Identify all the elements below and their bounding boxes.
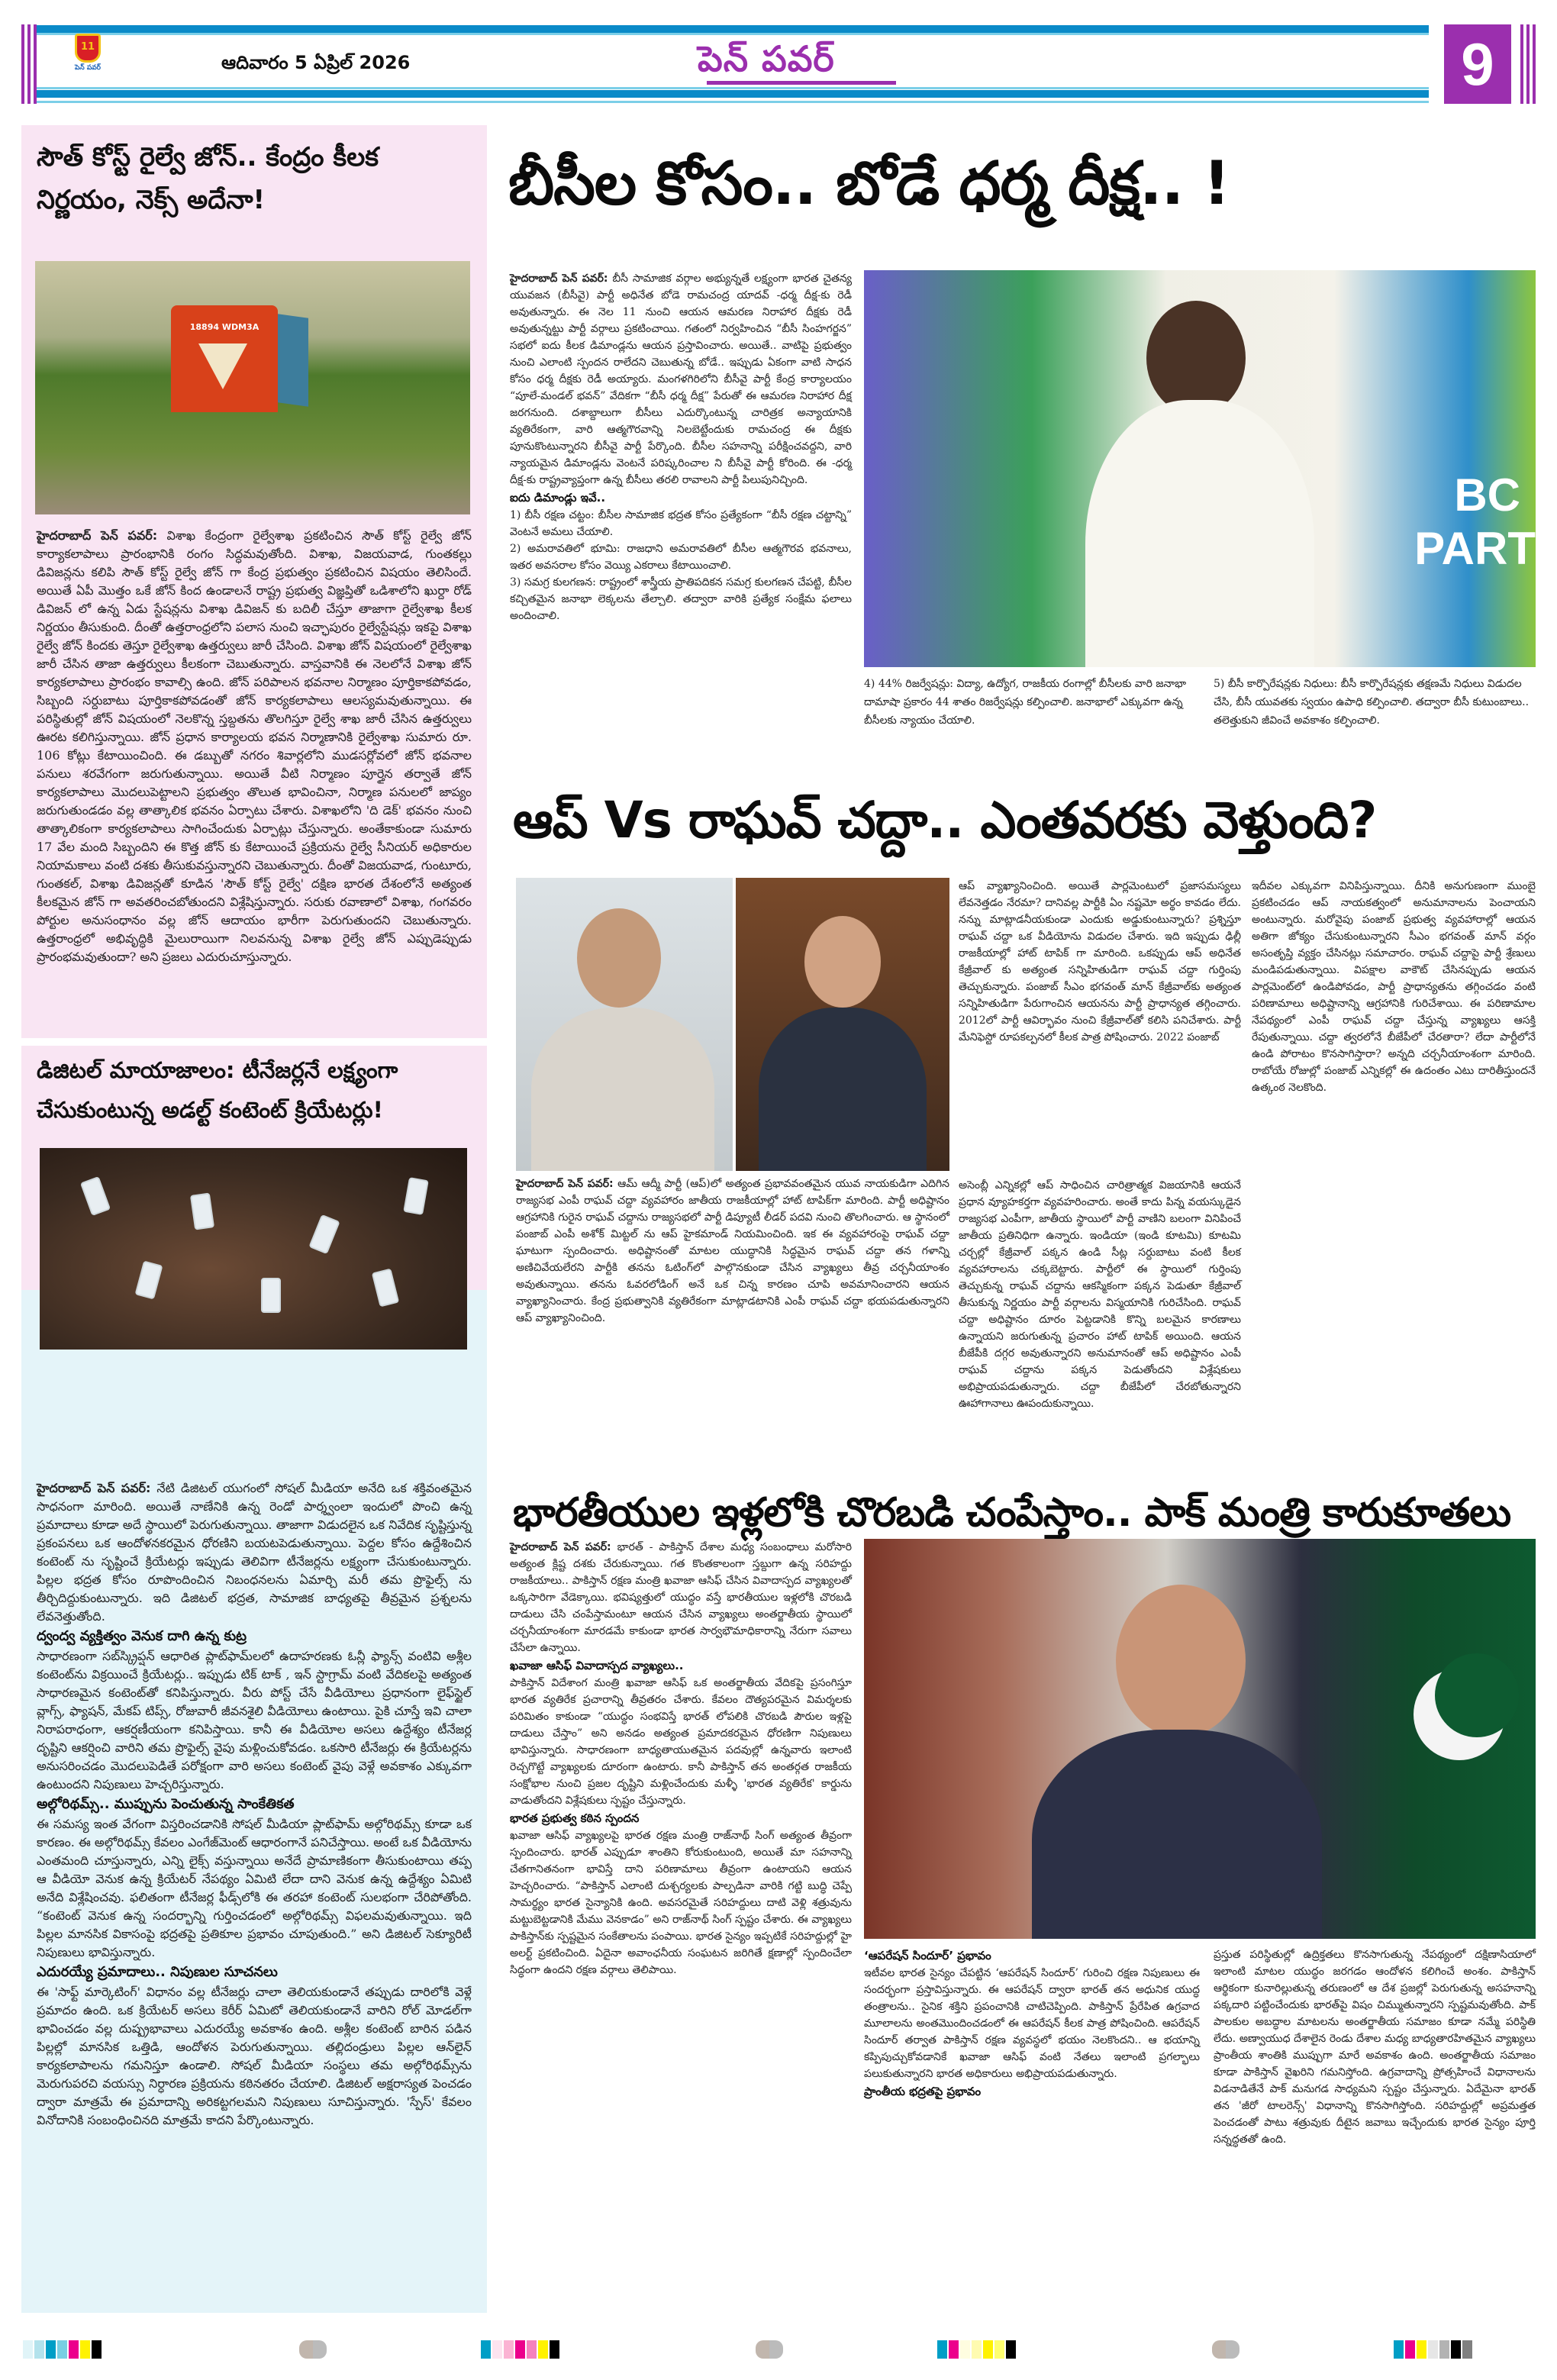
- phone-shape: [190, 1192, 214, 1230]
- demand-item: 4) 44% రిజర్వేషన్లు: విద్యా, ఉద్యోగ, రాజకీయ రంగాల్లో బీసీలకు వారి జనాభా దామాషా ప్రకారం 44 శాతం రిజర్వేషన్లు కల్పించాలి. జనాభాలో ఎక్కువగా ఉన్న బీసీలకు న్యాయం చేయాలి.: [864, 678, 1187, 727]
- person-head-shape: [1116, 1585, 1246, 1737]
- phone-shape: [403, 1177, 429, 1215]
- color-swatch: [1428, 2340, 1438, 2359]
- story-bc-body: [510, 270, 852, 624]
- section-heading: ప్రాంతీయ భద్రతపై ప్రభావం: [864, 2085, 982, 2098]
- left-column: [21, 125, 487, 2313]
- story-aap-col1: [516, 1175, 949, 1327]
- story-railway-zone: [21, 125, 487, 1038]
- color-swatch: [46, 2340, 56, 2359]
- phone-shape: [134, 1260, 163, 1299]
- section-text: ఇటీవల భారత సైన్యం చేపట్టిన ‘ఆపరేషన్ సిందూర్’ గురించి రక్షణ నిపుణులు ఈ సందర్భంగా ప్రస్తావిస్తున్నారు. ఈ ఆపరేషన్ ద్వారా భారత్ తన అధునిక యుద్ధ తంత్రాలను.. సైనిక శక్తిని ప్రపంచానికి చాటిచెప్పింది. పాకిస్తాన్ ప్రేరేపిత ఉగ్రవాద మూలాలను అంతమొందించడంలో ఈ ఆపరేషన్ కీలక పాత్ర పోషించింది. ఆపరేషన్ సిందూర్ తర్వాత పాకిస్తాన్ రక్షణ వ్యవస్థలో భయం నెలకొందని.. ఆ భయాన్ని కప్పిపుచ్చుకోవడానికే ఖవాజా ఆసిఫ్ వంటి నేతలు ఇలాంటి ప్రగల్భాలు పలుకుతున్నారని భారత అధికారులు అభిప్రాయపడుతున్నారు.: [864, 1967, 1200, 2080]
- person-body-shape: [531, 1008, 714, 1171]
- story-body: [37, 527, 472, 966]
- dateline: హైదరాబాద్ పెన్ పవర్:: [37, 1481, 151, 1495]
- masthead-band-top: [37, 25, 1429, 33]
- person-head-shape: [1146, 301, 1246, 415]
- color-swatch: [23, 2340, 33, 2359]
- story-aap-col3: ఆప్ వ్యాఖ్యానించింది. అయితే పార్లమెంటులో ప్రజాసమస్యలు లేవనెత్తడం నేరమా? దానివల్ల పార్టీకి ఏం నష్టమో అర్థం కావడం లేదు. నన్ను మాట్లాడనీయకుండా ఎందుకు అడ్డుకుంటున్నారు? ప్రశ్నిస్తూ రాఘవ్ చద్దా ఒక వీడియోను విడుదల చేశారు. ఇది ఇప్పుడు ఢిల్లీ రాజకీయాల్లో హాట్ టాపిక్ గా మారింది. ఒకప్పుడు ఆప్ అధినేత కేజ్రీవాల్ కు అత్యంత సన్నిహితుడిగా రాఘవ్ చద్దా గుర్తింపు తెచ్చుకున్నారు. పంజాబ్ సీఎం భగవంత్ మాన్ కేజ్రీవాల్‌కు అత్యంత సన్నిహితుడిగా పేరుగాంచిన ఆయనను పార్టీ ప్రాధాన్యత తగ్గించారు. 2012లో పార్టీ ఆవిర్భావం నుంచి కేజ్రీవాల్‌తో కలిసి పనిచేశారు. పార్టీ మేనిఫెస్టో రూపకల్పనలో కీలక పాత్ర పోషించారు. 2022 పంజాబ్: [959, 880, 1241, 1043]
- story-headline-bc[interactable]: బీసీల కోసం.. బోడే ధర్మ దీక్ష.. !: [508, 150, 1230, 218]
- color-swatch: [92, 2340, 102, 2359]
- dateline: హైదరాబాద్ పెన్ పవర్:: [510, 1541, 611, 1553]
- logo-text: పెన్ పవర్: [75, 64, 101, 72]
- color-swatch: [1439, 2340, 1449, 2359]
- color-swatch: [550, 2340, 559, 2359]
- story-intro: భారత్ - పాకిస్తాన్ దేశాల మధ్య సంబంధాలు మరోసారి అత్యంత క్లిష్ట దశకు చేరుకున్నాయి. గత కొంతకాలంగా స్తబ్దుగా ఉన్న సరిహద్దు రాజకీయాలు.. పాకిస్తాన్ రక్షణ మంత్రి ఖవాజా ఆసిఫ్ చేసిన వివాదాస్పద వ్యాఖ్యలతో ఒక్కసారిగా వేడెక్కాయి. భవిష్యత్తులో యుద్ధం వస్తే భారతీయుల ఇళ్లలోకి చొరబడి దాడులు చేసి చంపేస్తామంటూ ఆయన చేసిన వ్యాఖ్యలు అంతర్జాతీయ స్థాయిలో చర్చనీయాంశంగా మారడమే కాకుండా భారత సార్వభౌమాధికారాన్ని నేరుగా సవాలు చేసేలా ఉన్నాయి.: [510, 1541, 853, 1654]
- color-registration-strip: [1394, 2340, 1474, 2359]
- paper-name: పెన్ పవర్: [698, 38, 835, 79]
- masthead-band-top-thin: [37, 33, 1429, 35]
- section-text: ఖవాజా ఆసిఫ్ వ్యాఖ్యలపై భారత రక్షణ మంత్రి రాజ్‌నాథ్ సింగ్ అత్యంత తీవ్రంగా స్పందించారు. భారత్ ఎప్పుడూ శాంతిని కోరుకుంటుంది, అయితే మా సహనాన్ని చేతగానితనంగా భావిస్తే దాని పరిణామాలు తీవ్రంగా ఉంటాయని ఆయన హెచ్చరించారు. “పాకిస్తాన్ ఎలాంటి దుశ్చర్యలకు పాల్పడినా వారికి గట్టి బుద్ధి చెప్పే సామర్థ్యం భారత సైన్యానికి ఉంది. అవసరమైతే సరిహద్దులు దాటి వెళ్లి శత్రువును మట్టుబెట్టడానికి మేము వెనకాడం” అని రాజ్‌నాథ్ సింగ్ స్పష్టం చేశారు. ఈ వ్యాఖ్యలు పాకిస్తాన్‌కు స్పష్టమైన సంకేతాలను పంపాయి. భారత సైన్యం ఇప్పటికే సరిహద్దుల్లో హై అలర్ట్ ప్రకటించింది. ఏదైనా అవాంఛనీయ సంఘటన జరిగితే క్షణాల్లో స్పందించేలా సిద్ధంగా ఉందని రక్షణ వర్గాలు తెలిపాయి.: [510, 1830, 853, 1976]
- color-swatch: [515, 2340, 525, 2359]
- section-heading: ఖవాజా ఆసిఫ్ వివాదాస్పద వ్యాఖ్యలు..: [510, 1659, 684, 1672]
- masthead-band-bottom-thin: [37, 101, 1429, 103]
- masthead-rule: [1520, 24, 1523, 104]
- masthead-band-bottom: [37, 90, 1429, 98]
- logo-shield-icon: 11: [75, 34, 101, 63]
- hands-holding-smartphones-photo: [40, 1148, 467, 1350]
- raghav-chadha-photo: [736, 878, 949, 1171]
- color-swatch: [34, 2340, 44, 2359]
- section-heading: ఎదురయ్యే ప్రమాదాలు.. నిపుణుల సూచనలు: [37, 1964, 278, 1980]
- color-swatch: [949, 2340, 959, 2359]
- registration-mark: [756, 2340, 783, 2359]
- registration-mark: [299, 2340, 327, 2359]
- dateline: హైదరాబాద్ పెన్ పవర్:: [510, 273, 608, 285]
- masthead-rule: [1526, 24, 1530, 104]
- section-text: సాధారణంగా సబ్‌స్క్రిప్షన్ ఆధారిత ప్లాట్‌ఫామ్‌లలో ఉదాహరణకు ఓన్లీ ఫ్యాన్స్ వంటివి అశ్లీల కంటెంట్‌ను విక్రయించే క్రియేటర్లు.. ఇప్పుడు టిక్ టాక్ , ఇన్ స్టాగ్రామ్ వంటి వేదికలపై అత్యంత సాధారణమైన కంటెంట్‌తో కనిపిస్తున్నారు. వీరు పోస్ట్ చేసే వీడియోలు ప్రధానంగా లైఫ్‌స్టైల్ వ్లాగ్స్, ఫ్యాషన్, మేకప్ టిప్స్, రోజువారీ జీవనశైలి వీడియోలు ఉంటాయి. పైకి చూస్తే ఇవి చాలా నిరాపరాధంగా, ఆకర్షణీయంగా కనిపిస్తాయి. కానీ ఈ వీడియోల అసలు ఉద్దేశ్యం టీనేజర్ల దృష్టిని ఆకర్షించి వారిని తమ ప్రొఫైల్స్ వైపు మళ్లించుకోవడం. ఒకసారి టీనేజర్లు ఈ క్రియేటర్లను అనుసరించడం మొదలుపెడితే పరోక్షంగా వారి అసలు కంటెంట్ వైపు వెళ్లే అవకాశం ఎక్కువగా ఉంటుందని నిపుణులు హెచ్చరిస్తున్నారు.: [37, 1649, 472, 1791]
- demands-heading: ఐదు డిమాండ్లు ఇవే..: [510, 491, 606, 505]
- paper-name-underline: [707, 81, 896, 85]
- person-body-shape: [1085, 400, 1314, 667]
- section-heading: భారత ప్రభుత్వ కఠిన స్పందన: [510, 1811, 640, 1825]
- section-heading: అల్గోరిథమ్స్.. ముప్పును పెంచుతున్న సాంకేతికత: [37, 1796, 295, 1812]
- section-text: ఈ 'సాఫ్ట్ మార్కెటింగ్' విధానం వల్ల టీనేజర్లు చాలా తెలియకుండానే తప్పుడు దారిలోకి వెళ్లే ప్రమాదం ఉంది. ఒక క్రియేటర్ అసలు కెరీర్ ఏమిటో తెలియకుండానే వారిని రోల్ మోడల్‌గా భావించడం వల్ల దుష్ప్రభావాలు ఎదురయ్యే అవకాశం ఉంది. అశ్లీల కంటెంట్ బారిన పడిన పిల్లల్లో మానసిక ఒత్తిడి, ఆందోళన పెరుగుతున్నాయి. తల్లిదండ్రులు పిల్లల ఆన్‌లైన్ కార్యకలాపాలను గమనిస్తూ ఉండాలి. సోషల్ మీడియా సంస్థలు తమ అల్గోరిథమ్స్‌ను మెరుగుపరచి వయస్సు నిర్ధారణ ప్రక్రియను కఠినతరం చేయాలి. డిజిటల్ అక్షరాస్యత పెంచడం ద్వారా మాత్రమే ఈ ప్రమాదాన్ని అరికట్టగలమని నిపుణులు సూచిస్తున్నారు. 'స్పేస్' కేవలం వినోదానికి సంబంధించినది మాత్రమే కాదని పేర్కొంటున్నారు.: [37, 1985, 472, 2127]
- section-heading: ద్వంద్వ వ్యక్తిత్వం వెనుక దాగి ఉన్న కుట్ర: [37, 1628, 247, 1644]
- story-headline-aap[interactable]: ఆప్ Vs రాఘవ్ చద్దా.. ఎంతవరకు వెళ్తుంది?: [513, 791, 1377, 850]
- dateline: హైదరాబాద్ పెన్ పవర్:: [516, 1178, 614, 1190]
- color-registration-strip: [481, 2340, 561, 2359]
- khawaja-asif-photo: [864, 1539, 1536, 1939]
- demand-item: 5) బీసీ కార్పొరేషన్లకు నిధులు: బీసీ కార్పొరేషన్లకు తక్షణమే నిధులు విడుదల చేసి, బీసీ యువతకు స్వయం ఉపాధి కల్పించాలి. తద్వారా బీసీ కుటుంబాలు.. తలెత్తుకుని జీవించే అవకాశం కల్పించాలి.: [1214, 678, 1530, 727]
- train-coach-shape: [278, 314, 308, 407]
- phone-shape: [372, 1269, 399, 1308]
- masthead-rule: [21, 24, 24, 104]
- crescent-flag-cutout: [1435, 1653, 1519, 1737]
- masthead-rule: [27, 24, 31, 104]
- color-swatch: [983, 2340, 993, 2359]
- paper-logo: [69, 34, 107, 84]
- color-swatch: [1394, 2340, 1404, 2359]
- story-headline[interactable]: డిజిటల్ మాయాజాలం: టీనేజర్లనే లక్ష్యంగా చేసుకుంటున్న అడల్ట్ కంటెంట్ క్రియేటర్లు!: [37, 1057, 398, 1123]
- color-swatch: [960, 2340, 970, 2359]
- section-text: ఈ సమస్య ఇంత వేగంగా విస్తరించడానికి సోషల్ మీడియా ప్లాట్‌ఫామ్ అల్గోరిథమ్స్ కూడా ఒక కారణం. ఈ అల్గోరిథమ్స్ కేవలం ఎంగేజ్‌మెంట్ ఆధారంగానే పనిచేస్తాయి. అంటే ఒక వీడియోను ఎంతమంది చూస్తున్నారు, ఎన్ని లైక్స్ వస్తున్నాయి అనేదే ప్రామాణికంగా తీసుకుంటాయి తప్ప ఆ వీడియో వెనుక ఉన్న క్రియేటర్ నేపథ్యం ఏమిటి లేదా దాని వెనుక ఉన్న ఉద్దేశ్యం ఏమిటి అనేది విశ్లేషించవు. ఫలితంగా టీనేజర్ల ఫీడ్స్‌లోకి ఈ తరహా కంటెంట్ సులభంగా చేరిపోతోంది. “కంటెంట్ వెనుక ఉన్న సందర్భాన్ని గుర్తించడంలో అల్గోరిథమ్స్ విఫలమవుతున్నాయి. ఇది పిల్లల మానసిక వికాసంపై భద్రతపై ప్రతికూల ప్రభావం చూపుతుంది.” అని డిజిటల్ సెక్యూరిటీ నిపుణులు భావిస్తున్నారు.: [37, 1817, 472, 1959]
- color-swatch: [994, 2340, 1004, 2359]
- page-number: 9: [1444, 24, 1511, 104]
- color-swatch: [1006, 2340, 1016, 2359]
- masthead-rule: [1533, 24, 1536, 104]
- banner-text: PART: [1414, 523, 1536, 574]
- bcy-party-leader-photo: [864, 270, 1536, 667]
- story-headline[interactable]: సౌత్ కోస్ట్ రైల్వే జోన్.. కేంద్రం కీలక నిర్ణయం, నెక్స్ అదేనా!: [37, 142, 379, 215]
- color-swatch: [1451, 2340, 1461, 2359]
- color-swatch: [80, 2340, 90, 2359]
- story-aap-col4: ఇదీవల ఎక్కువగా వినిపిస్తున్నాయి. దీనికి అనుగుణంగా ముంబై ప్రకటించడం ఆప్ నాయకత్వంలో అనుమానాలను పెంచాయని అంటున్నారు. మరోవైపు పంజాబ్ ప్రభుత్వ వ్యవహారాల్లో ఆయన అతిగా జోక్యం చేసుకుంటున్నారని సీఎం భగవంత్ మాన్ వర్గం అసంతృప్తి వ్యక్తం చేసినట్లు సమాచారం. రాఘవ్ చద్దాపై పార్టీ శ్రేణులు మండిపడుతున్నాయి. విపక్షాల వాకౌట్ చేసినప్పుడు ఆయన పార్లమెంట్‌లో ఉండిపోవడం, పార్టీ ప్రాధాన్యతను తగ్గించడం వంటి పరిణామాలు అధిష్టానాన్ని ఆగ్రహానికి గురిచేశాయి. ఈ పరిణామాల నేపథ్యంలో ఎంపీ రాఘవ్ చద్దా చేస్తున్న వ్యాఖ్యలు ఆసక్తి రేపుతున్నాయి. చద్దా త్వరలోనే బీజేపీలో చేరతారా? లేదా పార్టీలోనే ఉండి పోరాటం కొనసాగిస్తారా? అన్నది చర్చనీయాంశంగా మారింది. రాబోయే రోజుల్లో పంజాబ్ ఎన్నికల్లో ఈ ఉదంతం ఎటు దారితీస్తుందనే ఉత్కంఠ నెలకొంది.: [1252, 880, 1536, 1094]
- color-swatch: [1405, 2340, 1415, 2359]
- demand-item: 3) సమగ్ర కులగణన: రాష్ట్రంలో శాస్త్రీయ ప్రాతిపదికన సమగ్ర కులగణన చేపట్టి, బీసీల కచ్చితమైన జనాభా లెక్కలను తేల్చాలి. తద్వారా వారికి ప్రత్యేక సంక్షేమ ఫలాలు అందించాలి.: [510, 576, 852, 622]
- banner-text: BC: [1454, 469, 1520, 521]
- color-swatch: [481, 2340, 491, 2359]
- phone-shape: [80, 1176, 111, 1216]
- color-swatch: [527, 2340, 537, 2359]
- dateline: హైదరాబాద్ పెన్ పవర్:: [37, 528, 158, 543]
- story-body: [37, 1479, 472, 2130]
- story-intro: నేటి డిజిటల్ యుగంలో సోషల్ మీడియా అనేది ఒక శక్తివంతమైన సాధనంగా మారింది. అయితే నాణేనికి ఉన్న రెండో పార్శ్వంలా ఇందులో పొంచి ఉన్న ప్రమాదాలు కూడా అదే స్థాయిలో పెరుగుతున్నాయి. తాజాగా విడుదలైన ఒక నివేదిక సృష్టిస్తున్న ప్రకంపనలు ఒక ఆందోళనకరమైన ధోరణిని బయటపెడుతున్నాయి. పెద్దల కోసం ఉద్దేశించిన కంటెంట్ ను సృష్టించే క్రియేటర్లు ఇప్పుడు తెలివిగా టీనేజర్లను లక్ష్యంగా చేసుకుంటున్నారు. పిల్లల భద్రత కోసం రూపొందించిన నిబంధనలను ఏమార్చి మరీ తమ ప్రొఫైల్స్ ను తీర్చిదిద్దుకుంటున్నారు. ఇది డిజిటల్ భద్రత, సామాజిక బాధ్యతపై తీవ్రమైన ప్రశ్నలను లేవనెత్తుతోంది.: [37, 1481, 472, 1624]
- color-swatch: [1462, 2340, 1472, 2359]
- story-headline-pak[interactable]: భారతీయుల ఇళ్లలోకి చొరబడి చంపేస్తాం.. పాక్ మంత్రి కారుకూతలు: [513, 1490, 1511, 1536]
- demand-item: 1) బీసీ రక్షణ చట్టం: బీసీల సామాజిక భద్రత కోసం ప్రత్యేకంగా “బీసీ రక్షణ చట్టాన్ని” వెంటనే అమలు చేయాలి.: [510, 509, 852, 538]
- locomotive-number: 18894 WDM3A: [189, 322, 260, 332]
- color-registration-strip: [937, 2340, 1017, 2359]
- story-digital-body: [21, 1290, 487, 2313]
- color-swatch: [57, 2340, 67, 2359]
- story-body-text: బీసీ సామాజిక వర్గాల అభ్యున్నతే లక్ష్యంగా భారత చైతన్య యువజన (బీసీవై) పార్టీ అధినేత బోడె రామచంద్ర యాదవ్ -ధర్మ దీక్ష-కు రెడీ అవుతున్నారు. ఈ నెల 11 నుంచి ఆయన ఆమరణ నిరాహార దీక్షకు రెడీ అవుతున్నట్టు పార్టీ వర్గాలు ప్రకటించాయి. గతంలో నిర్వహించిన “బీసీ సింహగర్జన” సభలో ఐదు కీలక డిమాండ్లను ఆయన ప్రస్తావించారు. అయితే.. వాటిపై ప్రభుత్వం నుంచి ఎలాంటి స్పందన రాలేదని చెబుతున్న బోడే.. ఇప్పుడు ఏకంగా వాటి సాధన కోసం ధర్మ దీక్షకు రెడీ అయ్యారు. మంగళగిరిలోని బీసీవై పార్టీ కేంద్ర కార్యాలయం “పూలే-మండల్ భవన్” వేదికగా “బీసీ ధర్మ దీక్ష” పేరుతో ఈ ఆమరణ నిరాహార దీక్ష జరగనుంది. దశాబ్దాలుగా బీసీలు ఎదుర్కొంటున్న చారిత్రక అన్యాయానికి వ్యతిరేకంగా, వారి ఆత్మగౌరవాన్ని నిలబెట్టేందుకు రామచంద్ర ఈ దీక్షకు పూనుకొంటున్నారని బీసీవై పార్టీ పేర్కొంది. బీసీల సహనాన్ని పరీక్షించవద్దని, వారి న్యాయమైన డిమాండ్లను వెంటనే పరిష్కరించాల ని బీసీవై పార్టీ కోరింది. ఈ -ధర్మ దీక్ష-కు రాష్ట్రవ్యాప్తంగా ఉన్న బీసీలు తరలి రావాలని పార్టీ పిలుపునిచ్చింది.: [510, 273, 852, 486]
- color-swatch: [538, 2340, 548, 2359]
- section-text: పాకిస్తాన్ విదేశాంగ మంత్రి ఖవాజా ఆసిఫ్ ఒక అంతర్జాతీయ వేదికపై ప్రసంగిస్తూ భారత వ్యతిరేక ప్రచారాన్ని తీవ్రతరం చేశారు. కేవలం దౌత్యపరమైన విమర్శలకు పరిమితం కాకుండా “యుద్ధం సంభవిస్తే భారత్ లోపలికి చొరబడి పౌరుల ఇళ్లపై దాడులు చేస్తాం” అని అనడం అత్యంత ప్రమాదకరమైన ధోరణిగా నిపుణులు భావిస్తున్నారు. సాధారణంగా బాధ్యతాయుతమైన పదవుల్లో ఉన్నవారు ఇలాంటి రెచ్చగొట్టే వ్యాఖ్యలకు దూరంగా ఉంటారు. కానీ పాకిస్తాన్ తన అంతర్గత రాజకీయ సంక్షోభాల నుంచి ప్రజల దృష్టిని మళ్లించేందుకు మళ్ళీ 'భారత వ్యతిరేక' కార్డును వాడుతోందని విశ్లేషకులు స్పష్టం చేస్తున్నారు.: [510, 1677, 852, 1807]
- color-swatch: [69, 2340, 79, 2359]
- edition-date: ఆదివారం 5 ఏప్రిల్ 2026: [221, 52, 411, 73]
- person-head-shape: [804, 916, 881, 1008]
- person-head-shape: [577, 908, 661, 1008]
- arvind-kejriwal-photo: [516, 878, 733, 1171]
- story-pak-col1: [510, 1539, 852, 1978]
- demand-item: 2) అమరావతిలో భూమి: రాజధాని అమరావతిలో బీసీల ఆత్మగౌరవ భవనాలు, ఇతర అవసరాల కోసం వెయ్యి ఎకరాలు కేటాయించాలి.: [510, 543, 852, 572]
- person-body-shape: [1032, 1730, 1322, 1939]
- color-registration-strip: [23, 2340, 103, 2359]
- railway-locomotive-photo: [35, 261, 470, 514]
- locomotive-stripe: [198, 343, 247, 389]
- person-body-shape: [759, 1008, 927, 1171]
- phone-shape: [308, 1214, 340, 1254]
- masthead: [21, 24, 1536, 104]
- color-swatch: [937, 2340, 947, 2359]
- story-aap-col2: అసెంబ్లీ ఎన్నికల్లో ఆప్ సాధించిన చారిత్రాత్మక విజయానికి ఆయనే ప్రధాన వ్యూహకర్తగా వ్యవహరించారు. అంతే కాదు పిన్న వయస్కుడైన రాజ్యసభ ఎంపీగా, జాతీయ స్థాయిలో పార్టీ వాణిని బలంగా వినిపించే జాతీయ ప్రతినిధిగా ఉన్నారు. ఇండియా (ఇండి కూటమి) కూటమి చర్చల్లో కేజ్రీవాల్ పక్కన ఉండి సీట్ల సర్దుబాటు వంటి కీలక వ్యవహారాలను చక్కబెట్టారు. పార్టీలో ఈ స్థాయిలో గుర్తింపు తెచ్చుకున్న రాఘవ్ చద్దాను ఆకస్మికంగా పక్కన పెడుతూ కేజ్రీవాల్ తీసుకున్న నిర్ణయం పార్టీ వర్గాలను విస్మయానికి గురిచేసింది. రాఘవ్ చద్దా అధిష్టానం దూరం పెట్టడానికి కొన్ని బలమైన కారణాలు ఉన్నాయని జరుగుతున్న ప్రచారం హాట్ టాపిక్ అయింది. ఆయన బీజేపీకి దగ్గర అవుతున్నారని అనుమానంతో ఆప్ అధిష్టానం ఎంపీ రాఘవ్ చద్దాను పక్కన పెడుతోందని విశ్లేషకులు అభిప్రాయపడుతున్నారు. చద్దా బీజేపీలో చేరబోతున్నారని ఊహాగానాలు ఊపందుకున్నాయి.: [959, 1179, 1241, 1410]
- story-body-text: విశాఖ కేంద్రంగా రైల్వేశాఖ ప్రకటించిన సౌత్ కోస్ట్ రైల్వే జోన్ కార్యాకలాపాలు ప్రారంభానికి రంగం సిద్ధమవుతోంది. విశాఖ, విజయవాడ, గుంతకల్లు డివిజన్లను కలిపి సౌత్ కోస్ట్ రైల్వే జోన్ గా కేంద్ర ప్రభుత్వం ప్రకటించిన విషయం తెలిసిందే. అయితే ఏపీ మొత్తం ఒకే జోన్ కింద ఉండాలనే రాష్ట్ర ప్రభుత్వ విజ్ఞప్తితో ఒడిశాలోని ఖుర్దా రోడ్ డివిజన్ లో ఉన్న ఏడు స్టేషన్లను విశాఖ డివిజన్ కు బదిలీ చేస్తూ తాజాగా రైల్వేశాఖ కీలక నిర్ణయం తీసుకుంది. దీంతో ఉత్తరాంధ్రలోని పలాస నుంచి ఇచ్ఛాపురం రైల్వేస్టేషన్లు ఇకపై విశాఖ రైల్వే జోన్ కిందకు తెస్తూ రైల్వేశాఖ ఉత్తర్వులు జారీ చేసింది. విశాఖ జోన్ విషయంలో రైల్వేశాఖ జారీ చేసిన తాజా ఉత్తర్వులు కీలకంగా చెబుతున్నారు. వాస్తవానికి ఈ నెలలోనే విశాఖ జోన్ కార్యకలాపాలు ప్రారంభం కావాల్సి ఉంది. జోన్ పరిపాలన భవనాల నిర్మాణం పూర్తికాకపోవడం, సిబ్బంది సర్దుబాటు పూర్తికాకపోవడంతో జోన్ కార్యకలాపాలు ఆలస్యమవుతున్నాయి. ఈ పరిస్థితుల్లో జోన్ విషయంలో నెలకొన్న స్తబ్దతను తొలగిస్తూ రైల్వే శాఖ జారీ చేసిన ఉత్తర్వులు ఊరట కలిగిస్తున్నాయి. జోన్ ప్రధాన కార్యాలయ భవన నిర్మాణానికి రైల్వేశాఖ సుమారు రూ. 106 కోట్లు కేటాయించింది. ఈ డబ్బుతో నగరం శివార్లలోని ముడసర్లోవలో జోన్ భవనాల పనులు శరవేగంగా జరుగుతున్నాయి. అయితే వీటి నిర్మాణం పూర్తైన తర్వాతే జోన్ కార్యకలాపాలు మొదలుపెట్టాలని ప్రభుత్వం తొలుత భావించినా, నిర్మాణ పనులలో జాప్యం జరుగుతుండడం వల్ల తాత్కాలిక భవనం ఏర్పాటు చేశారు. విశాఖలోని 'ది డెక్' భవనం నుంచి తాత్కాలికంగా కార్యకలాపాలు సాగించేందుకు ఏర్పాట్లు చేస్తున్నారు. అంతేకాకుండా సుమారు 17 వేల మంది సిబ్బందిని ఈ కొత్త జోన్ కు కేటాయించే ప్రక్రియను రైల్వే సీనియర్ అధికారుల నియామకాలు వంటి దశకు తీసుకువస్తున్నారని చెబుతున్నారు. దీంతో విజయవాడ, గుంటూరు, గుంతకల్, విశాఖ డివిజన్లతో కూడిన 'సౌత్ కోస్ట్ రైల్వే' దక్షిణ భారత దేశంలోనే అత్యంత కీలకమైన జోన్ గా అవతరించబోతుందని విశ్లేషిస్తున్నారు. సరుకు రవాణాలో విశాఖ, గంగవరం పోర్టుల అనుసంధానం వల్ల జోన్ ఆదాయం భారీగా పెరుగుతుందని చెబుతున్నారు. ఉత్తరాంధ్రలో అభివృద్ధికి మైలురాయిగా నిలవనున్న విశాఖ రైల్వే జోన్ ఎప్పుడెప్పుడు ప్రారంభమవుతుందా? అని ప్రజలు ఎదురుచూస్తున్నారు.: [37, 528, 472, 964]
- registration-mark: [1212, 2340, 1239, 2359]
- phone-shape: [261, 1278, 281, 1313]
- color-swatch: [492, 2340, 502, 2359]
- story-pak-col2: [864, 1946, 1200, 2101]
- story-body-text: ఆమ్ ఆద్మీ పార్టీ (ఆప్)లో అత్యంత ప్రభావవంతమైన యువ నాయకుడిగా ఎదిగిన రాజ్యసభ ఎంపీ రాఘవ్ చద్దా వ్యవహారం జాతీయ రాజకీయాల్లో హాట్ టాపిక్‌గా మారింది. పార్టీ అధిష్టానం ఆగ్రహానికి గురైన రాఘవ్ చద్దాను రాజ్యసభలో పార్టీ డిప్యూటీ లీడర్ పదవి నుంచి తొలగించారు. ఆ స్థానంలో పంజాబ్ ఎంపీ అశోక్ మిట్టల్ ను ఆప్ హైకమాండ్ నియమించింది. ఇక ఈ వ్యవహారంపై రాఘవ్ చద్దా ఘాటుగా స్పందించారు. అధిష్టానంతో మాటల యుద్ధానికి సిద్ధమైన రాఘవ్ చద్దా తన గళాన్ని అణిచివేయలేరని పార్టీకి తనను ఓటింగ్‌లో పాల్గొనకుండా చేసిన వ్యాఖ్యలు తీవ్ర చర్చనీయాంశం అవుతున్నాయి. తనను ఓవరలోడింగ్ అనే ఒక చిన్న కారణం చూపి అవమానించారని ఆయన వ్యాఖ్యానించారు. కేంద్ర ప్రభుత్వానికి వ్యతిరేకంగా మాట్లాడటానికి ఎంపీ రాఘవ్ చద్దా భయపడుతున్నారని ఆప్ వ్యాఖ్యానించింది.: [516, 1178, 949, 1324]
- section-heading: ‘ఆపరేషన్ సిందూర్’ ప్రభావం: [864, 1949, 991, 1962]
- color-swatch: [972, 2340, 982, 2359]
- color-swatch: [1417, 2340, 1426, 2359]
- color-swatch: [504, 2340, 514, 2359]
- story-pak-col3: ప్రస్తుత పరిస్థితుల్లో ఉద్రిక్తతలు కొనసాగుతున్న నేపథ్యంలో దక్షిణాసియాలో ఇలాంటి మాటల యుద్ధం జరగడం ఆందోళన కలిగించే అంశం. పాకిస్తాన్ ఆర్థికంగా కునారిల్లుతున్న తరుణంలో ఆ దేశ ప్రజల్లో పెరుగుతున్న అసహనాన్ని పక్కదారి పట్టించేందుకు భారత్‌పై విషం చిమ్ముతున్నారని స్పష్టమవుతోంది. పాక్ పాలకుల అబద్ధాల మాటలను అంతర్జాతీయ సమాజం కూడా నమ్మే పరిస్థితి లేదు. అణ్వాయుధ దేశాలైన రెండు దేశాల మధ్య బాధ్యతారహితమైన వ్యాఖ్యలు ప్రాంతీయ శాంతికి ముప్పుగా మారే అవకాశం ఉంది. అంతర్జాతీయ సమాజం కూడా పాకిస్తాన్ వైఖరిని గమనిస్తోంది. ఉగ్రవాదాన్ని ప్రోత్సహించే విధానాలను విడనాడితేనే పాక్ మనుగడ సాధ్యమని స్పష్టం చేస్తున్నారు. ఏదేమైనా భారత్ తన 'జీరో టాలరెన్స్' విధానాన్ని కొనసాగిస్తోంది. సరిహద్దుల్లో అప్రమత్తత పెంచడంతో పాటు శత్రువుకు దీటైన జవాబు ఇచ్చేందుకు భారత సైన్యం పూర్తి సన్నద్ధతతో ఉంది.: [1214, 1949, 1536, 2146]
